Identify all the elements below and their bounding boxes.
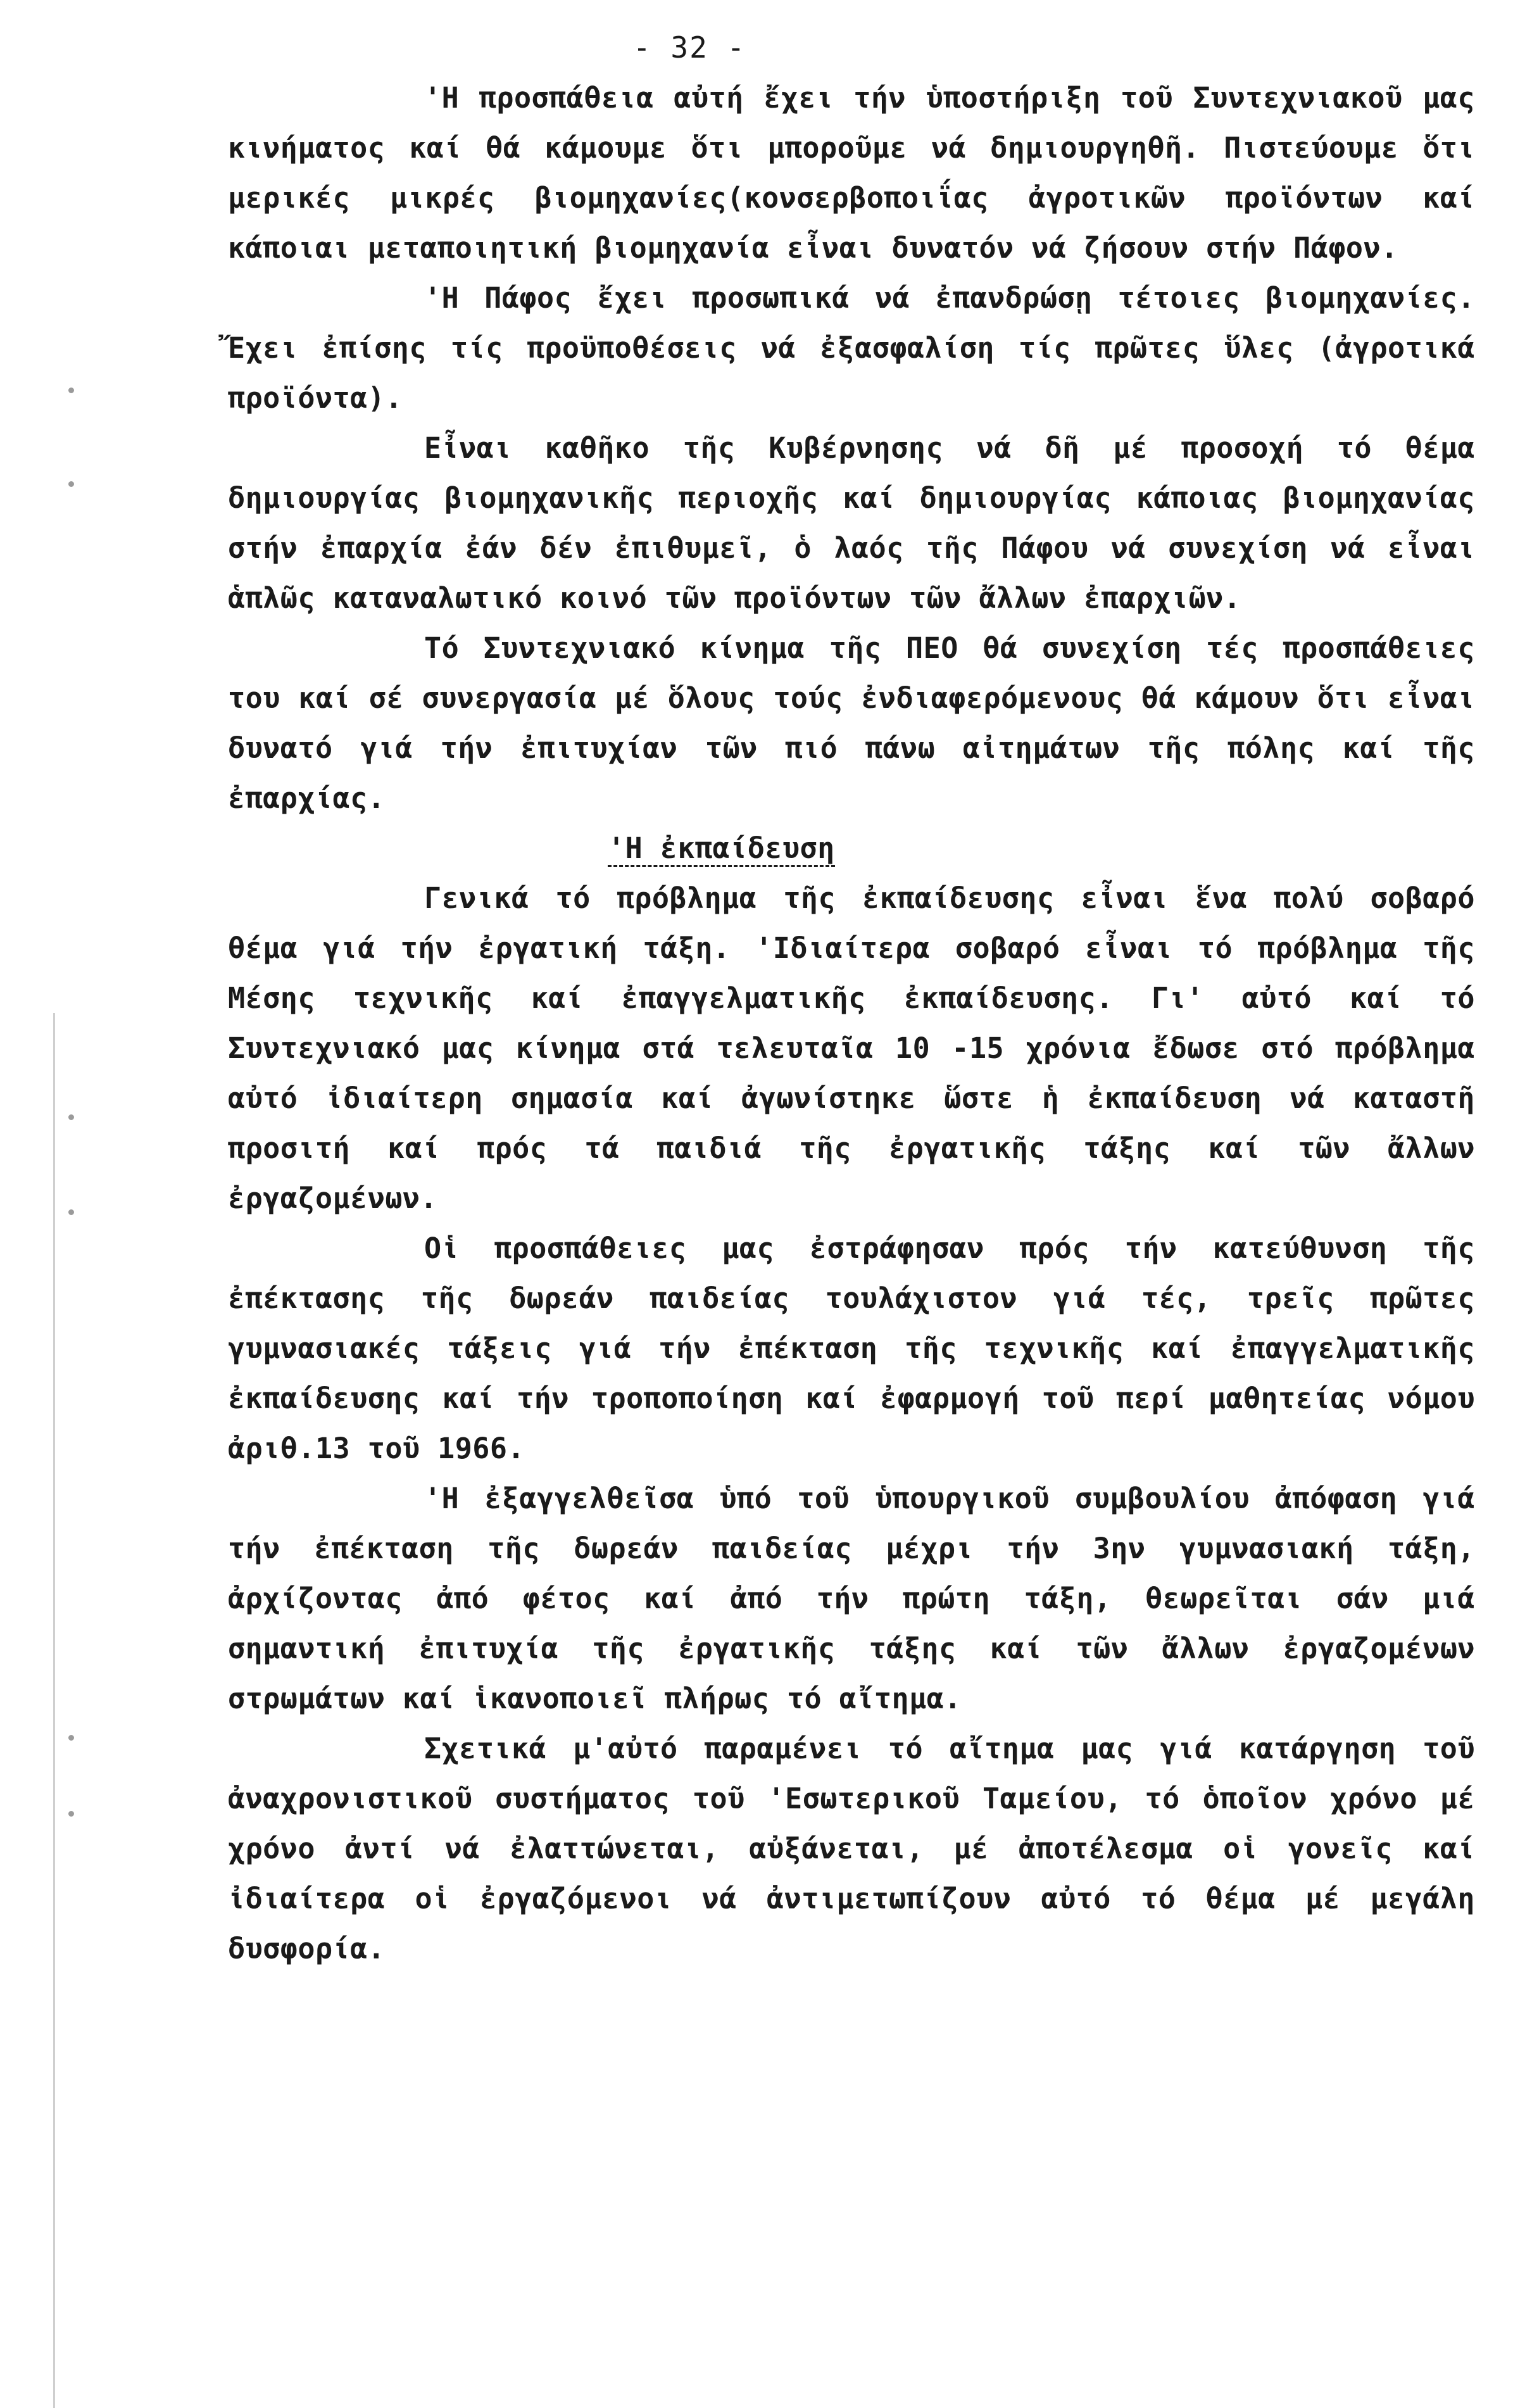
paragraph: Οἱ προσπάθειες μας ἐστράφησαν πρός τήν κατεύθυνση τῆς ἐπέκτασης τῆς δωρεάν παιδείας τουλάχιστον γιά τές, τρεῖς πρῶτες γυμνασιακές τάξεις γιά τήν ἐπέκταση τῆς τεχνικῆς καί ἐπαγγελματικῆς ἐκπαίδευσης καί τήν τροποποίηση καί ἐφαρμογή τοῦ περί μαθητείας νόμου ἀριθ.13 τοῦ 1966.: [228, 1232, 1475, 1465]
margin-dot: [68, 481, 74, 487]
paragraph: Γενικά τό πρόβλημα τῆς ἐκπαίδευσης εἶναι ἕνα πολύ σοβαρό θέμα γιά τήν ἐργατική τάξη. 'Ιδιαίτερα σοβαρό εἶναι τό πρόβλημα τῆς Μέσης τεχνικῆς καί ἐπαγγελματικῆς ἐκπαίδευσης. Γι' αὐτό καί τό Συντεχνιακό μας κίνημα στά τελευταῖα 10 -15 χρόνια ἔδωσε στό πρόβλημα αὐτό ἰδιαίτερη σημασία καί ἀγωνίστηκε ὥστε ἡ ἐκπαίδευση νά καταστῆ προσιτή καί πρός τά παιδιά τῆς ἐργατικῆς τάξης καί τῶν ἄλλων ἐργαζομένων.: [228, 881, 1475, 1215]
paragraph: 'Η Πάφος ἔχει προσωπικά νά ἐπανδρώσῃ τέτοιες βιομηχανίες. Ἔχει ἐπίσης τίς προϋποθέσεις νά ἐξασφαλίση τίς πρῶτες ὕλες (ἀγροτικά προϊόντα).: [228, 281, 1475, 415]
page-number: - 32 -: [633, 30, 746, 65]
paragraph: Σχετικά μ'αὐτό παραμένει τό αἴτημα μας γιά κατάργηση τοῦ ἀναχρονιστικοῦ συστήματος τοῦ 'Εσωτερικοῦ Ταμείου, τό ὁποῖον χρόνο μέ χρόνο ἀντί νά ἐλαττώνεται, αὐξάνεται, μέ ἀποτέλεσμα οἱ γονεῖς καί ἰδιαίτερα οἱ ἐργαζόμενοι νά ἀντιμετωπίζουν αὐτό τό θέμα μέ μεγάλη δυσφορία.: [228, 1732, 1475, 1965]
section-heading-text: 'Η ἐκπαίδευση: [608, 831, 835, 867]
body-text: [228, 73, 1475, 1974]
paragraph: Τό Συντεχνιακό κίνημα τῆς ΠΕΟ θά συνεχίση τές προσπάθειες του καί σέ συνεργασία μέ ὅλους τούς ἐνδιαφερόμενους θά κάμουν ὅτι εἶναι δυνατό γιά τήν ἐπιτυχίαν τῶν πιό πάνω αἰτημάτων τῆς πόλης καί τῆς ἐπαρχίας.: [228, 631, 1475, 815]
section-heading: [228, 823, 1475, 873]
margin-dot: [68, 1209, 74, 1215]
margin-dot: [68, 1114, 74, 1120]
page-edge-line: [53, 1013, 55, 2408]
paragraph: 'Η ἐξαγγελθεῖσα ὑπό τοῦ ὑπουργικοῦ συμβουλίου ἀπόφαση γιά τήν ἐπέκταση τῆς δωρεάν παιδείας μέχρι τήν 3ην γυμνασιακή τάξη, ἀρχίζοντας ἀπό φέτος καί ἀπό τήν πρώτη τάξη, θεωρεῖται σάν μιά σημαντική ἐπιτυχία τῆς ἐργατικῆς τάξης καί τῶν ἄλλων ἐργαζομένων στρωμάτων καί ἱκανοποιεῖ πλήρως τό αἴτημα.: [228, 1482, 1475, 1715]
margin-dot: [68, 1811, 74, 1817]
margin-dot: [68, 388, 74, 393]
margin-dot: [68, 1735, 74, 1741]
paragraph: 'Η προσπάθεια αὐτή ἔχει τήν ὑποστήριξη τοῦ Συντεχνιακοῦ μας κινήματος καί θά κάμουμε ὅτι μποροῦμε νά δημιουργηθῆ. Πιστεύουμε ὅτι μερικές μικρές βιομηχανίες(κονσερβοποιΐας ἀγροτικῶν προϊόντων καί κάποιαι μεταποιητική βιομηχανία εἶναι δυνατόν νά ζήσουν στήν Πάφον.: [228, 81, 1475, 265]
paragraph: Εἶναι καθῆκο τῆς Κυβέρνησης νά δῆ μέ προσοχή τό θέμα δημιουργίας βιομηχανικῆς περιοχῆς καί δημιουργίας κάποιας βιομηχανίας στήν ἐπαρχία ἐάν δέν ἐπιθυμεῖ, ὁ λαός τῆς Πάφου νά συνεχίση νά εἶναι ἁπλῶς καταναλωτικό κοινό τῶν προϊόντων τῶν ἄλλων ἐπαρχιῶν.: [228, 431, 1475, 615]
